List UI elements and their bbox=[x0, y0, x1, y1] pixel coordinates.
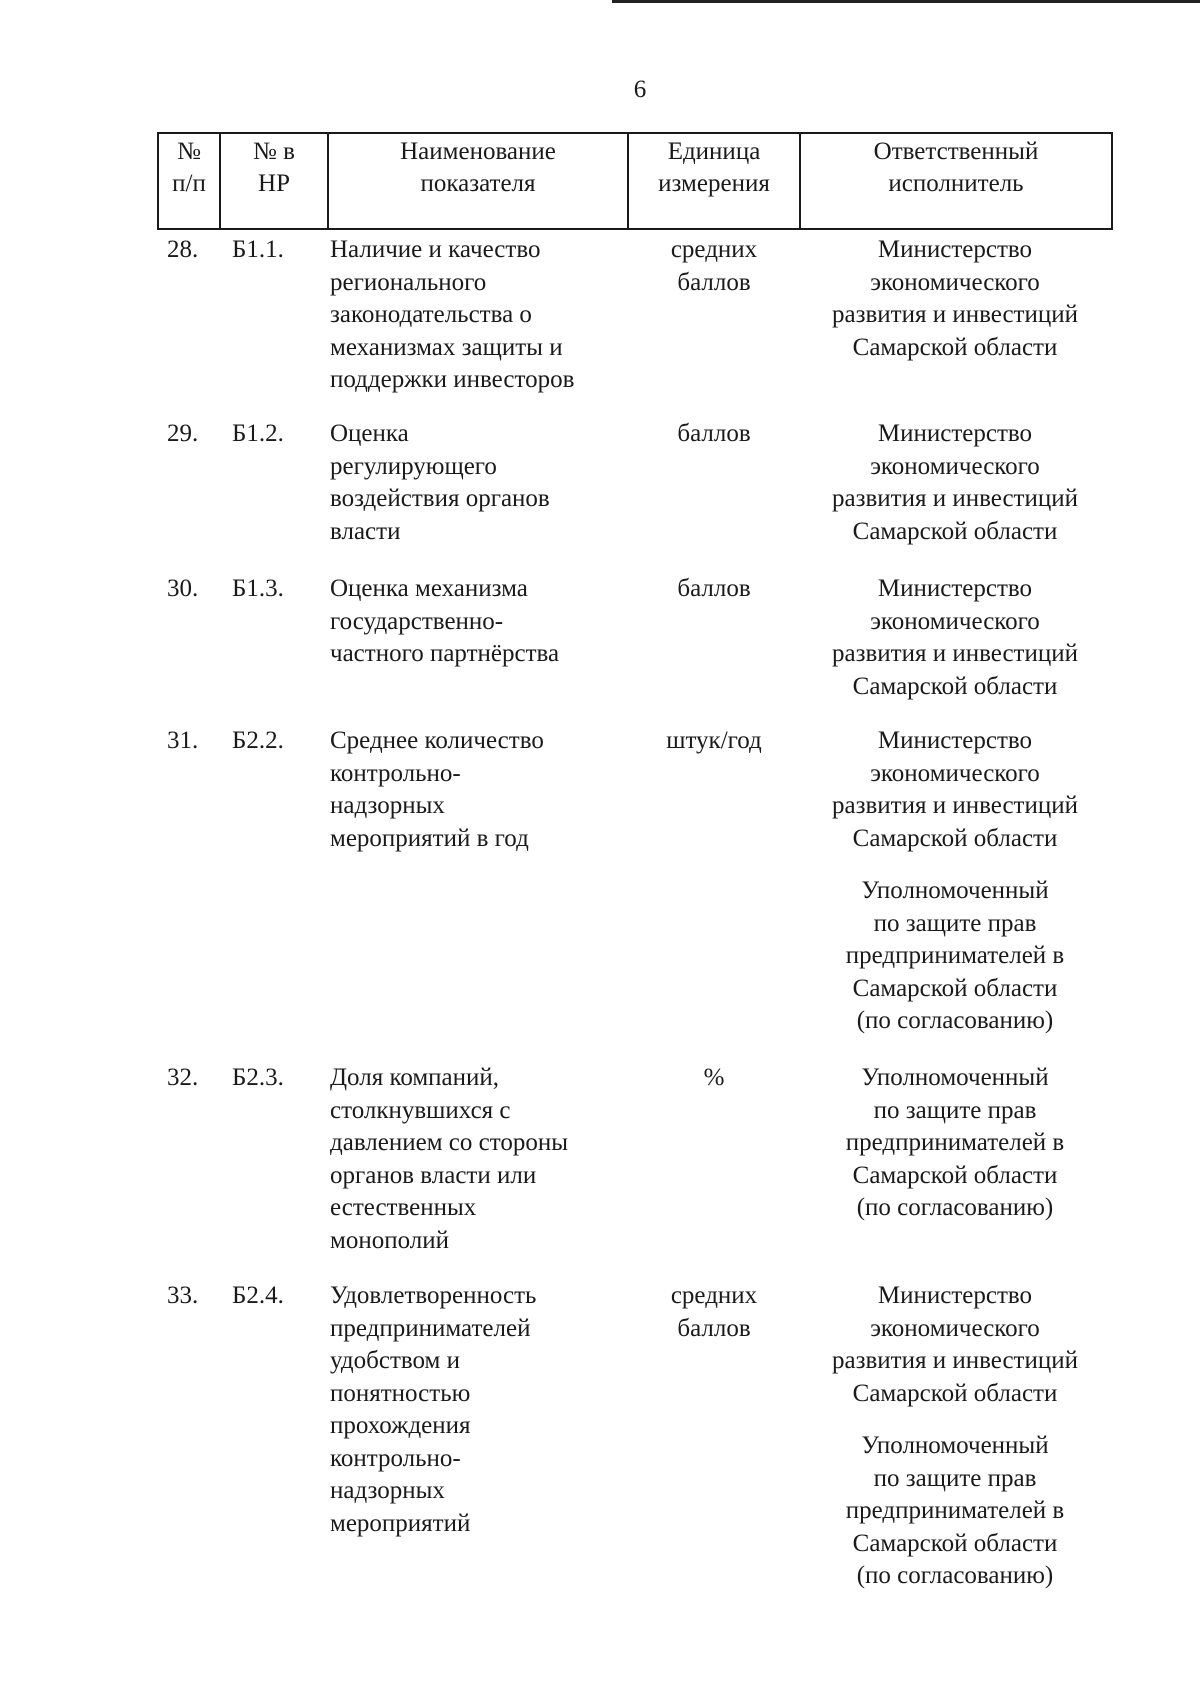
row-number: 28. bbox=[167, 236, 199, 263]
row-code: Б1.2. bbox=[232, 420, 284, 447]
responsible-executor: Министерство экономического развития и инвестиций Самарской области bbox=[831, 575, 1078, 700]
unit-of-measure: % bbox=[703, 1064, 725, 1091]
unit-of-measure: средних баллов bbox=[670, 236, 758, 296]
responsible-executor: Уполномоченный по защите прав предпринимателей в Самарской области (по согласованию) bbox=[845, 1064, 1065, 1221]
header-unit: Единица измерения bbox=[628, 133, 800, 229]
row-code: Б2.4. bbox=[232, 1282, 284, 1309]
indicator-name: Наличие и качество регионального законодательства о механизмах защиты и поддержки инвесторов bbox=[330, 236, 575, 393]
row-number: 29. bbox=[167, 420, 199, 447]
row-code: Б1.3. bbox=[232, 575, 284, 602]
row-number: 31. bbox=[167, 727, 199, 754]
page-number: 6 bbox=[633, 76, 647, 103]
header-name: Наименование показателя bbox=[328, 133, 628, 229]
indicator-name: Доля компаний, столкнувшихся с давлением со стороны органов власти или естественных монополий bbox=[330, 1064, 569, 1254]
row-code: Б1.1. bbox=[232, 236, 284, 263]
indicator-name: Оценка механизма государственно- частного партнёрства bbox=[330, 575, 560, 667]
row-number: 33. bbox=[167, 1282, 199, 1309]
indicator-name: Среднее количество контрольно- надзорных мероприятий в год bbox=[330, 727, 544, 852]
row-code: Б2.3. bbox=[232, 1064, 284, 1091]
responsible-executor: Министерство экономического развития и инвестиций Самарской области Уполномоченный по защите прав предпринимателей в Самарской области (по согласованию) bbox=[831, 1282, 1078, 1589]
unit-of-measure: баллов bbox=[677, 575, 751, 602]
responsible-executor: Министерство экономического развития и инвестиций Самарской области bbox=[831, 420, 1078, 545]
responsible-executor: Министерство экономического развития и инвестиций Самарской области bbox=[831, 236, 1078, 361]
header-num: № п/п bbox=[158, 133, 220, 229]
row-number: 32. bbox=[167, 1064, 199, 1091]
unit-of-measure: штук/год bbox=[666, 727, 762, 754]
table-header bbox=[157, 132, 1113, 230]
top-rule bbox=[612, 0, 1200, 3]
responsible-executor: Министерство экономического развития и инвестиций Самарской области Уполномоченный по защите прав предпринимателей в Самарской области (по согласованию) bbox=[831, 727, 1078, 1034]
indicator-name: Удовлетворенность предпринимателей удобством и понятностью прохождения контрольно- надзорных мероприятий bbox=[330, 1282, 537, 1537]
unit-of-measure: средних баллов bbox=[670, 1282, 758, 1342]
header-code: № в НР bbox=[220, 133, 328, 229]
row-number: 30. bbox=[167, 575, 199, 602]
header-responsible: Ответственный исполнитель bbox=[800, 133, 1112, 229]
indicator-name: Оценка регулирующего воздействия органов власти bbox=[330, 420, 550, 545]
unit-of-measure: баллов bbox=[677, 420, 751, 447]
row-code: Б2.2. bbox=[232, 727, 284, 754]
